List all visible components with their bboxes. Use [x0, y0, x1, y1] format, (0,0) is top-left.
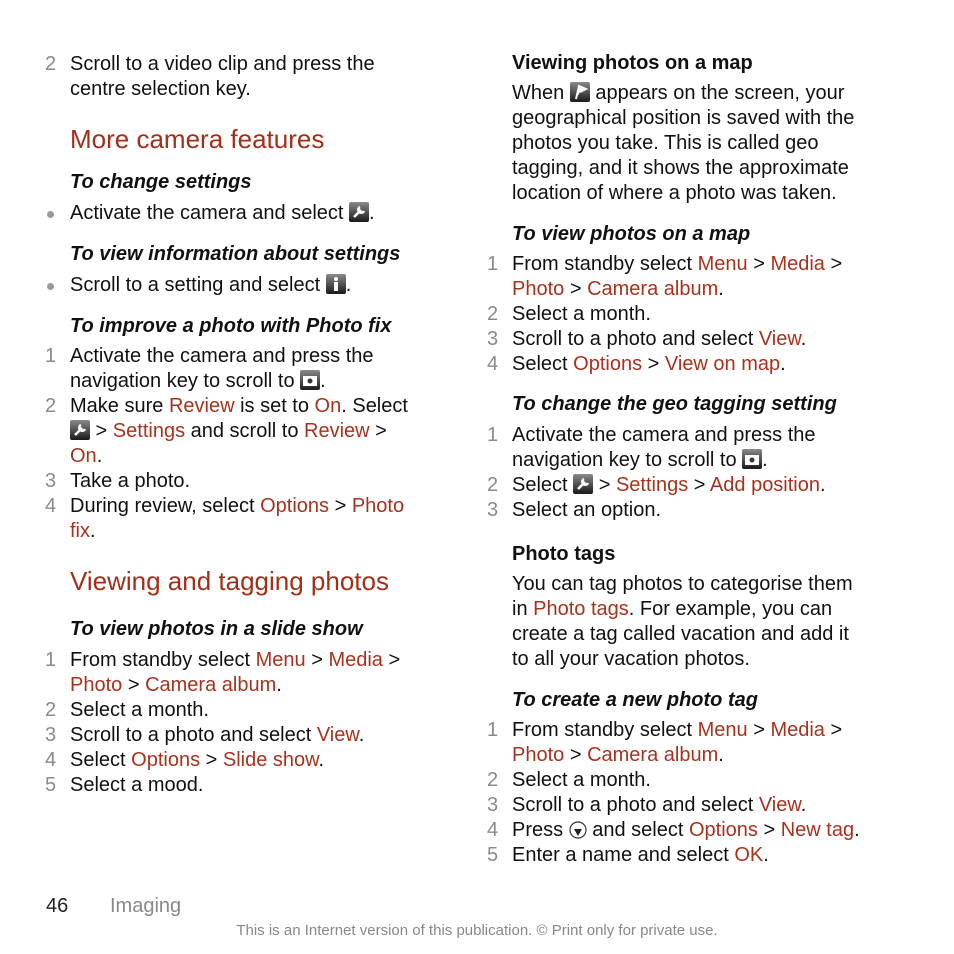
bullet-item: [70, 201, 375, 226]
text: .: [345, 274, 352, 296]
step-number: 4: [45, 495, 57, 517]
text: Scroll to a photo and select: [70, 724, 317, 746]
step-item: [45, 394, 408, 469]
menu-path-link[interactable]: Settings: [615, 474, 689, 496]
menu-path-link[interactable]: Camera album: [587, 744, 719, 766]
menu-path-link[interactable]: Review: [168, 395, 235, 417]
menu-path-link[interactable]: Add position: [709, 474, 820, 496]
step-item: [45, 52, 375, 102]
camera-icon: [300, 370, 320, 390]
text: Enter a name and select: [512, 844, 735, 866]
text: geographical position is saved with the: [512, 107, 855, 129]
menu-path-link[interactable]: Menu: [697, 253, 748, 275]
text: >: [369, 420, 387, 442]
menu-path-link[interactable]: Menu: [697, 719, 748, 741]
text: >: [824, 719, 843, 741]
step-list: [487, 252, 843, 377]
section-heading: Viewing and tagging photos: [70, 566, 389, 596]
text: Select a mood.: [70, 774, 204, 796]
step-item: [45, 723, 400, 748]
step-number: 2: [487, 769, 499, 791]
text: .: [96, 445, 103, 467]
menu-path-link[interactable]: Camera album: [145, 674, 277, 696]
step-list: [45, 52, 375, 102]
menu-path-link[interactable]: Media: [328, 649, 383, 671]
text: Make sure: [70, 395, 169, 417]
geo-tag-icon: [570, 82, 590, 102]
wrench-icon: [573, 474, 593, 494]
text: .: [276, 674, 282, 696]
task-heading: To change the geo tagging setting: [512, 393, 837, 415]
text: . For example, you can: [628, 598, 833, 620]
step-item: [45, 469, 408, 494]
disclaimer: This is an Internet version of this publication. © Print only for private use.: [236, 922, 718, 939]
menu-path-link[interactable]: On: [70, 445, 97, 467]
bullet-icon: [47, 211, 54, 218]
text: >: [200, 749, 223, 771]
subsection-heading: Photo tags: [512, 543, 616, 565]
step-item: [487, 843, 860, 868]
text: Press: [512, 819, 569, 841]
step-number: 2: [45, 395, 57, 417]
menu-path-link[interactable]: Photo: [512, 278, 565, 300]
step-number: 1: [487, 424, 499, 446]
step-number: 5: [487, 844, 499, 866]
wrench-icon: [349, 202, 369, 222]
step-number: 4: [487, 819, 499, 841]
menu-path-link[interactable]: Menu: [255, 649, 306, 671]
text: >: [824, 253, 843, 275]
section-heading: More camera features: [70, 124, 325, 154]
menu-path-link[interactable]: View on map: [664, 353, 781, 375]
menu-path-link[interactable]: View: [758, 794, 801, 816]
text: .: [800, 794, 807, 816]
step-number: 3: [45, 724, 57, 746]
text: navigation key to scroll to: [512, 449, 743, 471]
section-name: Imaging: [110, 895, 182, 917]
text: When: [512, 82, 570, 104]
step-number: 1: [487, 719, 499, 741]
camera-icon: [742, 449, 762, 469]
step-item: [487, 473, 826, 498]
text: .: [369, 202, 375, 224]
text: Select: [512, 474, 574, 496]
step-item: [45, 748, 400, 773]
step-list: [487, 423, 826, 523]
text: .: [763, 844, 769, 866]
step-list: [487, 718, 860, 868]
text: .: [318, 749, 325, 771]
text: .: [800, 328, 807, 350]
step-list: [45, 648, 401, 798]
task-heading: To view information about settings: [70, 243, 401, 265]
menu-path-link[interactable]: Options: [260, 495, 330, 517]
menu-path-link[interactable]: Media: [770, 719, 825, 741]
text: in: [512, 598, 534, 620]
step-number: 5: [45, 774, 57, 796]
text: appears on the screen, your: [589, 82, 845, 104]
text: .: [780, 353, 786, 375]
step-number: 3: [487, 328, 499, 350]
text: .: [718, 278, 724, 300]
text: >: [122, 674, 146, 696]
step-number: 2: [487, 303, 499, 325]
text: From standby select: [70, 649, 256, 671]
text: >: [747, 253, 771, 275]
menu-path-link[interactable]: Photo: [351, 495, 405, 517]
text: Select a month.: [512, 769, 651, 791]
menu-path-link[interactable]: Review: [304, 420, 370, 442]
step-item: [487, 423, 826, 473]
text: >: [747, 719, 771, 741]
menu-path-link[interactable]: Options: [688, 819, 758, 841]
step-item: [487, 818, 860, 843]
step-item: [487, 718, 860, 768]
subsection-heading: Viewing photos on a map: [512, 52, 753, 74]
bullet-icon: [47, 283, 54, 290]
step-number: 3: [487, 794, 499, 816]
text: Scroll to a video clip and press the: [70, 53, 375, 75]
text: Select a month.: [70, 699, 209, 721]
text: Select: [512, 353, 574, 375]
step-item: [487, 768, 860, 793]
menu-path-link[interactable]: Photo: [512, 744, 565, 766]
text: tagging, and it shows the approximate: [512, 157, 849, 179]
text: Scroll to a photo and select: [512, 794, 759, 816]
menu-path-link[interactable]: Options: [131, 749, 201, 771]
text: and scroll to: [185, 420, 305, 442]
text: Activate the camera and press the: [512, 424, 816, 446]
text: >: [642, 353, 665, 375]
text: >: [564, 744, 588, 766]
text: >: [329, 495, 352, 517]
menu-path-link[interactable]: OK: [734, 844, 764, 866]
menu-path-link[interactable]: Settings: [112, 420, 186, 442]
text: .: [358, 724, 365, 746]
info-icon: [326, 274, 346, 294]
text: You can tag photos to categorise them: [512, 573, 853, 595]
text: Scroll to a setting and select: [70, 274, 326, 296]
step-item: [487, 793, 860, 818]
text: and select: [586, 819, 689, 841]
text: Select an option.: [512, 499, 661, 521]
menu-path-link[interactable]: New tag: [780, 819, 855, 841]
step-item: [487, 327, 842, 352]
menu-path-link[interactable]: View: [758, 328, 801, 350]
menu-path-link[interactable]: Photo tags: [533, 598, 629, 620]
text: .: [320, 370, 326, 392]
paragraph: [512, 81, 854, 206]
step-item: [487, 352, 842, 377]
text: Activate the camera and press the: [70, 345, 374, 367]
text: From standby select: [512, 719, 698, 741]
step-number: 3: [45, 470, 57, 492]
text: .: [854, 819, 860, 841]
task-heading: To view photos on a map: [512, 223, 751, 245]
step-number: 2: [45, 53, 57, 75]
text: >: [564, 278, 588, 300]
step-number: 4: [45, 749, 57, 771]
menu-path-link[interactable]: View: [316, 724, 359, 746]
step-number: 2: [487, 474, 499, 496]
paragraph: [512, 572, 853, 672]
text: >: [382, 649, 401, 671]
text: >: [90, 420, 113, 442]
text: location of where a photo was taken.: [512, 182, 837, 204]
step-number: 2: [45, 699, 57, 721]
menu-path-link[interactable]: Camera album: [587, 278, 719, 300]
step-number: 1: [487, 253, 499, 275]
text: Take a photo.: [70, 470, 191, 492]
step-number: 4: [487, 353, 499, 375]
text: Scroll to a photo and select: [512, 328, 759, 350]
task-heading: To change settings: [70, 171, 252, 193]
step-item: [45, 648, 401, 698]
text: .: [718, 744, 724, 766]
step-item: [487, 302, 842, 327]
menu-path-link[interactable]: Media: [770, 253, 825, 275]
text: >: [593, 474, 616, 496]
wrench-icon: [70, 420, 90, 440]
text: From standby select: [512, 253, 698, 275]
text: >: [757, 819, 781, 841]
menu-path-link[interactable]: Options: [573, 353, 643, 375]
text: is set to: [234, 395, 315, 417]
step-item: [487, 252, 843, 302]
menu-path-link[interactable]: Slide show: [222, 749, 319, 771]
text: .: [762, 449, 768, 471]
text: to all your vacation photos.: [512, 648, 750, 670]
step-item: [45, 698, 400, 723]
step-item: [45, 344, 408, 394]
text: . Select: [341, 395, 408, 417]
text: Select: [70, 749, 132, 771]
task-heading: To create a new photo tag: [512, 689, 758, 711]
menu-path-link[interactable]: fix: [70, 520, 90, 542]
step-item: [45, 773, 400, 798]
text: .: [90, 520, 96, 542]
task-heading: To view photos in a slide show: [70, 618, 363, 640]
step-number: 1: [45, 345, 57, 367]
text: Select a month.: [512, 303, 651, 325]
text: >: [688, 474, 710, 496]
text: During review, select: [70, 495, 261, 517]
step-item: [45, 494, 408, 544]
step-number: 3: [487, 499, 499, 521]
bullet-item: [70, 273, 351, 298]
text: Activate the camera and select: [70, 202, 350, 224]
text: >: [305, 649, 329, 671]
text: create a tag called vacation and add it: [512, 623, 849, 645]
page-number: 46: [46, 895, 69, 917]
task-heading: To improve a photo with Photo fix: [70, 315, 392, 337]
step-number: 1: [45, 649, 57, 671]
text: navigation key to scroll to: [70, 370, 301, 392]
text: .: [820, 474, 826, 496]
text: photos you take. This is called geo: [512, 132, 819, 154]
navigation-key-icon: [569, 821, 587, 839]
text: centre selection key.: [70, 78, 251, 100]
step-item: [487, 498, 826, 523]
step-list: [45, 344, 408, 544]
menu-path-link[interactable]: On: [314, 395, 342, 417]
menu-path-link[interactable]: Photo: [70, 674, 123, 696]
